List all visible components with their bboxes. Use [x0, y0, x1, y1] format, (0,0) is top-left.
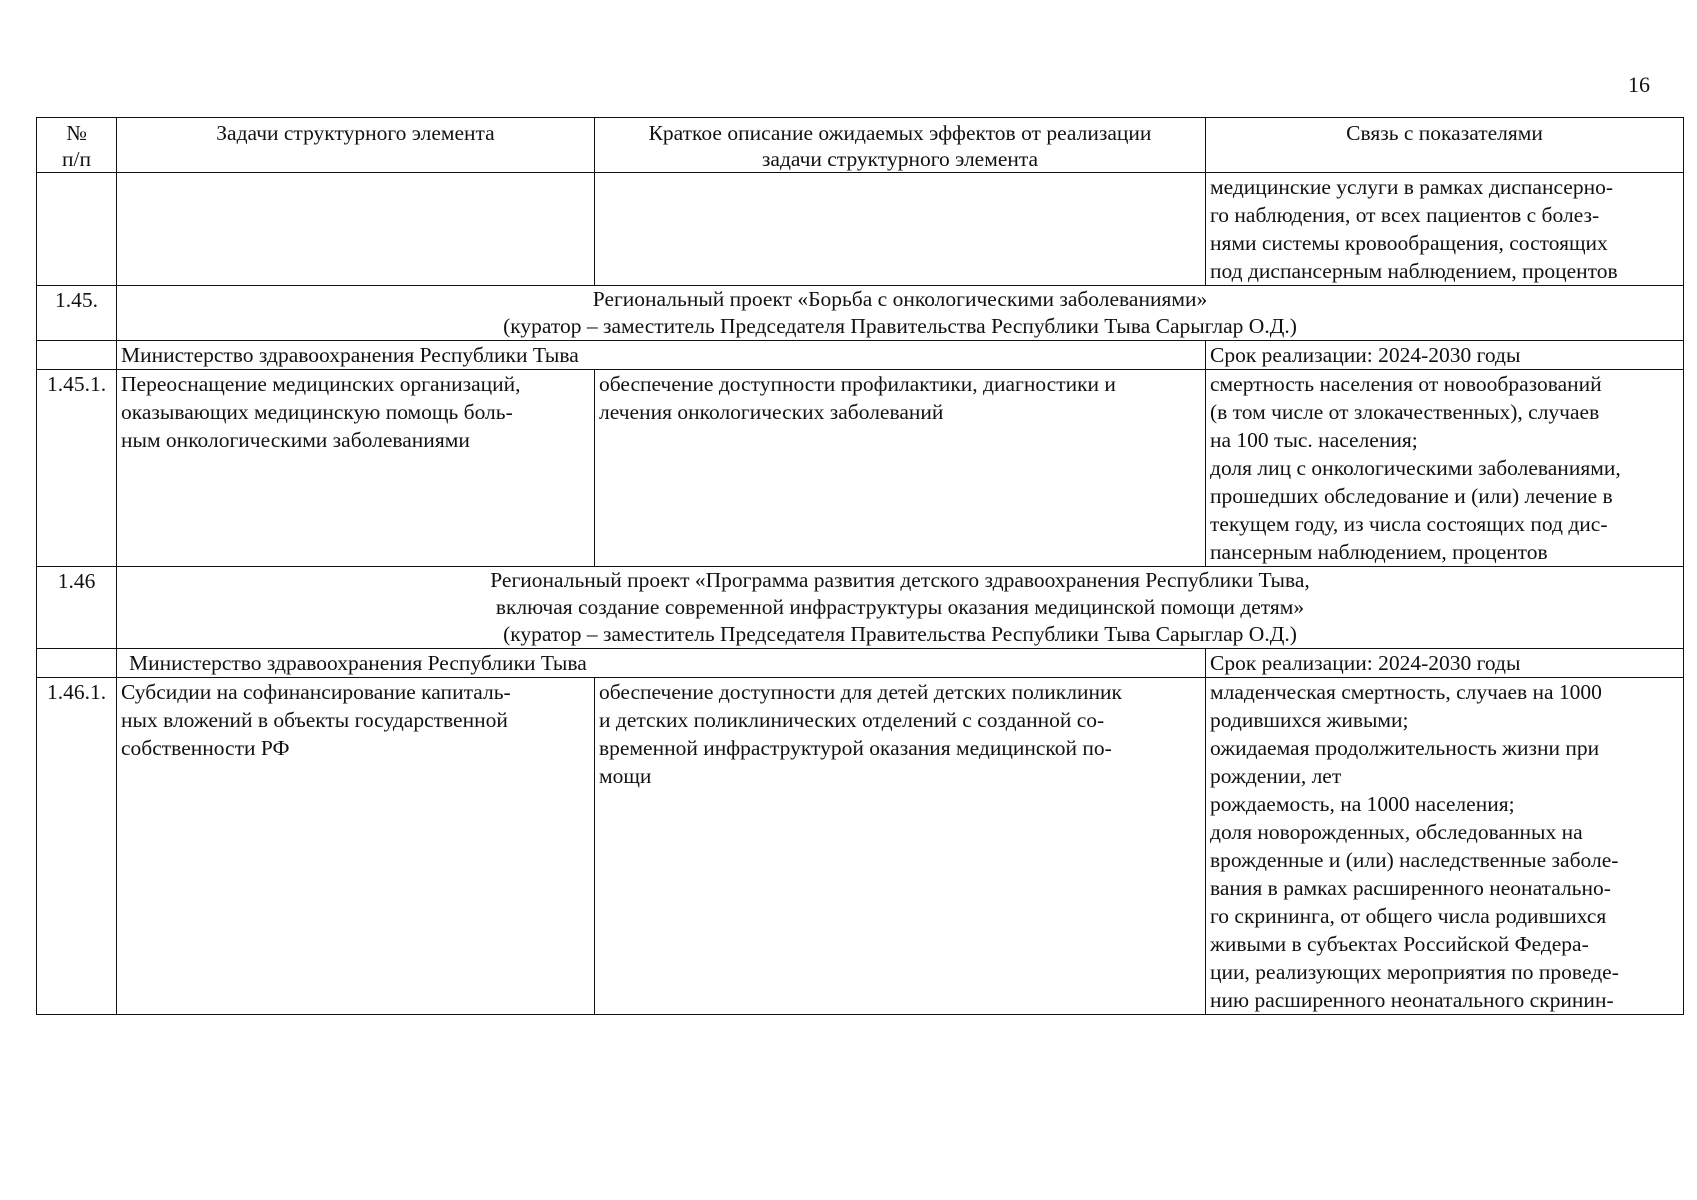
- table-row: [37, 678, 1684, 1015]
- table-row-ministry: [37, 341, 1684, 370]
- header-num: № п/п: [37, 118, 117, 173]
- header-effects: Краткое описание ожидаемых эффектов от реализации задачи структурного элемента: [595, 118, 1206, 173]
- task-cell: Переоснащение медицинских организаций, оказывающих медицинскую помощь боль- ным онкологическими заболеваниями: [117, 370, 595, 567]
- ministry-cell: Министерство здравоохранения Республики Тыва: [117, 341, 1206, 370]
- row-number: 1.45.: [37, 286, 117, 341]
- indicators-cell: медицинские услуги в рамках диспансерно- го наблюдения, от всех пациентов с болез- нями системы кровообращения, состоящих под диспансерным наблюдением, процентов: [1206, 173, 1684, 286]
- table-row-ministry: [37, 649, 1684, 678]
- page-number: 16: [1628, 72, 1650, 97]
- task-cell: Субсидии на софинансирование капиталь- ных вложений в объекты государственной собственности РФ: [117, 678, 595, 1015]
- effect-cell: обеспечение доступности для детей детских поликлиник и детских поликлинических отделений с созданной со- временной инфраструктурой оказания медицинской по- мощи: [595, 678, 1206, 1015]
- project-title: Региональный проект «Программа развития детского здравоохранения Республики Тыва, включая создание современной инфраструктуры оказания медицинской помощи детям» (куратор – заместитель Председателя Правительства Республики Тыва Сарыглар О.Д.): [117, 567, 1684, 649]
- term-cell: Срок реализации: 2024-2030 годы: [1206, 341, 1684, 370]
- effect-cell: обеспечение доступности профилактики, диагностики и лечения онкологических заболеваний: [595, 370, 1206, 567]
- table-row-continuation: [37, 173, 1684, 286]
- row-number: 1.46.1.: [37, 678, 117, 1015]
- table-row-project-header: [37, 567, 1684, 649]
- table-header-row: [37, 118, 1684, 173]
- project-title: Региональный проект «Борьба с онкологическими заболеваниями» (куратор – заместитель Председателя Правительства Республики Тыва Сарыглар О.Д.): [117, 286, 1684, 341]
- table-row-project-header: [37, 286, 1684, 341]
- table-row: [37, 370, 1684, 567]
- row-number: 1.46: [37, 567, 117, 649]
- header-tasks: Задачи структурного элемента: [117, 118, 595, 173]
- indicators-cell: младенческая смертность, случаев на 1000 родившихся живыми; ожидаемая продолжительность жизни при рождении, лет рождаемость, на 1000 населения; доля новорожденных, обследованных на врожденные и (или) наследственные заболе- вания в рамках расширенного неонатально- го скрининга, от общего числа родившихся живыми в субъектах Российской Федера- ции, реализующих мероприятия по проведе- нию расширенного неонатального скринин-: [1206, 678, 1684, 1015]
- header-indicators: Связь с показателями: [1206, 118, 1684, 173]
- structural-elements-table: [36, 117, 1684, 1015]
- row-number: 1.45.1.: [37, 370, 117, 567]
- indicators-cell: смертность населения от новообразований (в том числе от злокачественных), случаев на 100 тыс. населения; доля лиц с онкологическими заболеваниями, прошедших обследование и (или) лечение в текущем году, из числа состоящих под дис- пансерным наблюдением, процентов: [1206, 370, 1684, 567]
- ministry-cell: Министерство здравоохранения Республики Тыва: [117, 649, 1206, 678]
- term-cell: Срок реализации: 2024-2030 годы: [1206, 649, 1684, 678]
